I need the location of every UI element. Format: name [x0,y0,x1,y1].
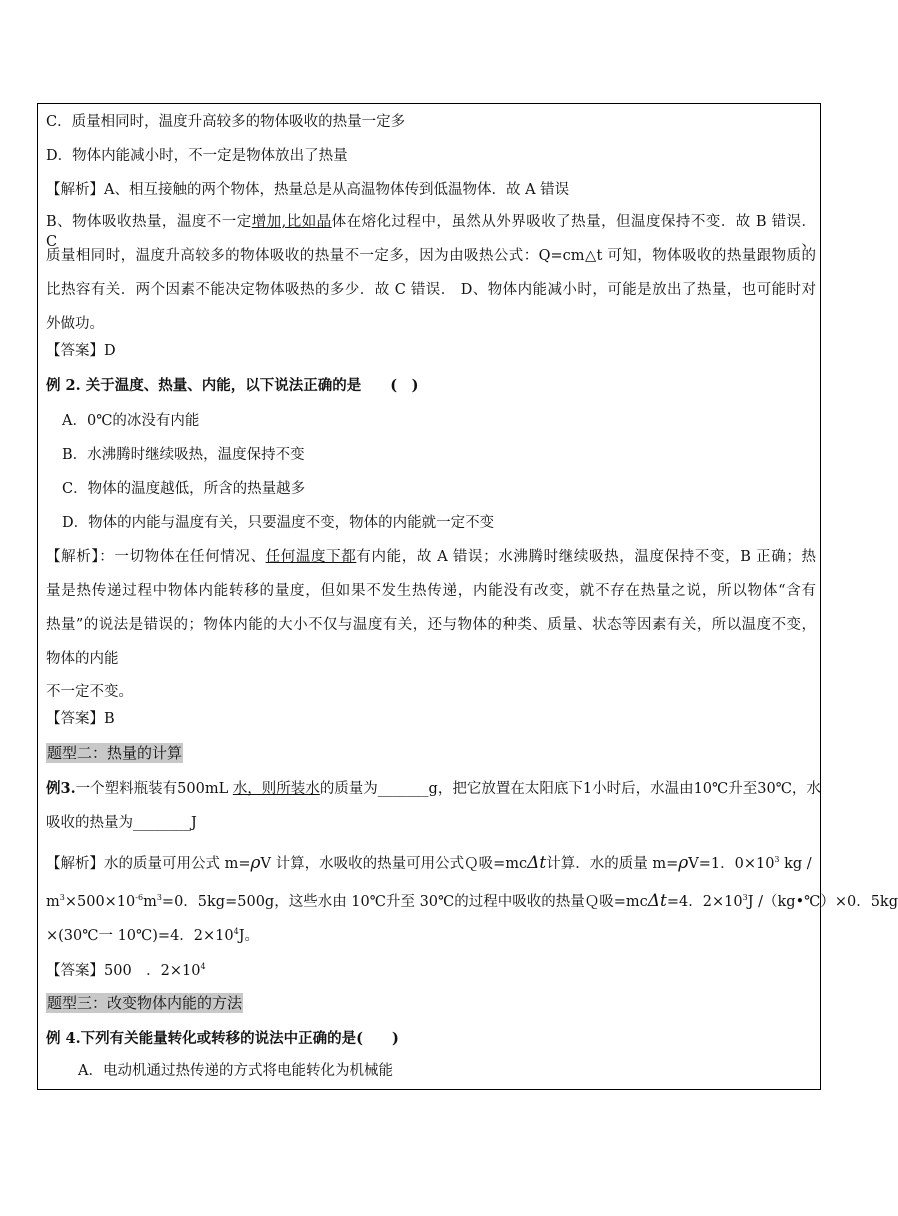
q1-analysis-line-1: 【解析】A、相互接触的两个物体，热量总是从高温物体传到低温物体．故 A 错误 [46,182,570,198]
q1-analysis-line-5: 外做功。 [46,316,104,332]
q2-option-c: C．物体的温度越低，所含的热量越多 [62,481,306,497]
q2-analysis-line-2: 量是热传递过程中物体内能转移的量度，但如果不发生热传递，内能没有改变，就不存在热量之说，所以物体“含有 [46,583,816,599]
q3-analysis-line-3: ×(30℃一 10℃)=4．$2\times 10^4J$。 [46,927,260,944]
q1-analysis-line-3: 质量相同时，温度升高较多的物体吸收的热量不一定多，因为由吸热公式：Q=cm△t 可知，物体吸收的热量跟物质的 [46,248,816,264]
q3-answer: 【答案】500 ．$2\times 10^4$ [46,962,206,979]
q2-analysis-line-5: 不一定不变。 [46,684,133,700]
q1-option-c: C．质量相同时，温度升高较多的物体吸收的热量一定多 [46,114,406,130]
q3-stem-line-2: 吸收的热量为________J [46,815,197,831]
q1-option-d: D．物体内能减小时，不一定是物体放出了热量 [46,148,348,164]
q4-stem: 例 4.下列有关能量转化或转移的说法中正确的是( ) [46,1030,399,1047]
q2-analysis-line-4: 物体的内能 [46,651,119,667]
q1-answer: 【答案】D [46,343,116,359]
q2-stem: 例 2. 关于温度、热量、内能，以下说法正确的是 ( ) [46,377,419,394]
q1-analysis-line-2: B、物体吸收热量，温度不一定增加,比如晶体在熔化过程中，虽然从外界吸收了热量，但温度保持不变．故 B 错误．C、 [46,214,817,250]
q4-option-a: A．电动机通过热传递的方式将电能转化为机械能 [78,1063,393,1079]
q2-option-d: D．物体的内能与温度有关，只要温度不变，物体的内能就一定不变 [62,515,495,531]
q2-option-a: A．0℃的冰没有内能 [62,413,200,429]
section-heading-type-2: 题型二：热量的计算 [47,744,183,762]
q3-analysis-line-2: $m^3\times 500\times 10^{-6}m^3=0$．5kg=500g，这些水由 10℃升至 30℃的过程中吸收的热量Ｑ吸=mcΔt=4．$2\times 10^3J$ /（kg•℃）×0．5kg [46,891,898,911]
q3-analysis-line-1: 【解析】水的质量可用公式 m=ρV 计算，水吸收的热量可用公式Ｑ吸=mcΔt计算．水的质量 m=ρV=1．$0\times 10^3$ kg / [46,853,812,873]
q2-analysis-line-3: 热量”的说法是错误的；物体内能的大小不仅与温度有关，还与物体的种类、质量、状态等因素有关，所以温度不变， [46,617,816,633]
q3-stem-line-1: 例3.一个塑料瓶装有500mL 水，则所装水的质量为_______g，把它放置在太阳底下1小时后，水温由10℃升至30℃，水 [46,780,821,797]
q1-analysis-line-4: 比热容有关．两个因素不能决定物体吸热的多少．故 C 错误． D、物体内能减小时，可能是放出了热量，也可能时对 [46,282,816,298]
q2-analysis-line-1: 【解析】：一切物体在任何情况、任何温度下都有内能，故 A 错误；水沸腾时继续吸热，温度保持不变，B 正确；热 [46,549,817,565]
q2-option-b: B．水沸腾时继续吸热，温度保持不变 [62,447,305,463]
section-heading-type-3: 题型三：改变物体内能的方法 [47,994,243,1012]
q2-answer: 【答案】B [46,711,115,727]
